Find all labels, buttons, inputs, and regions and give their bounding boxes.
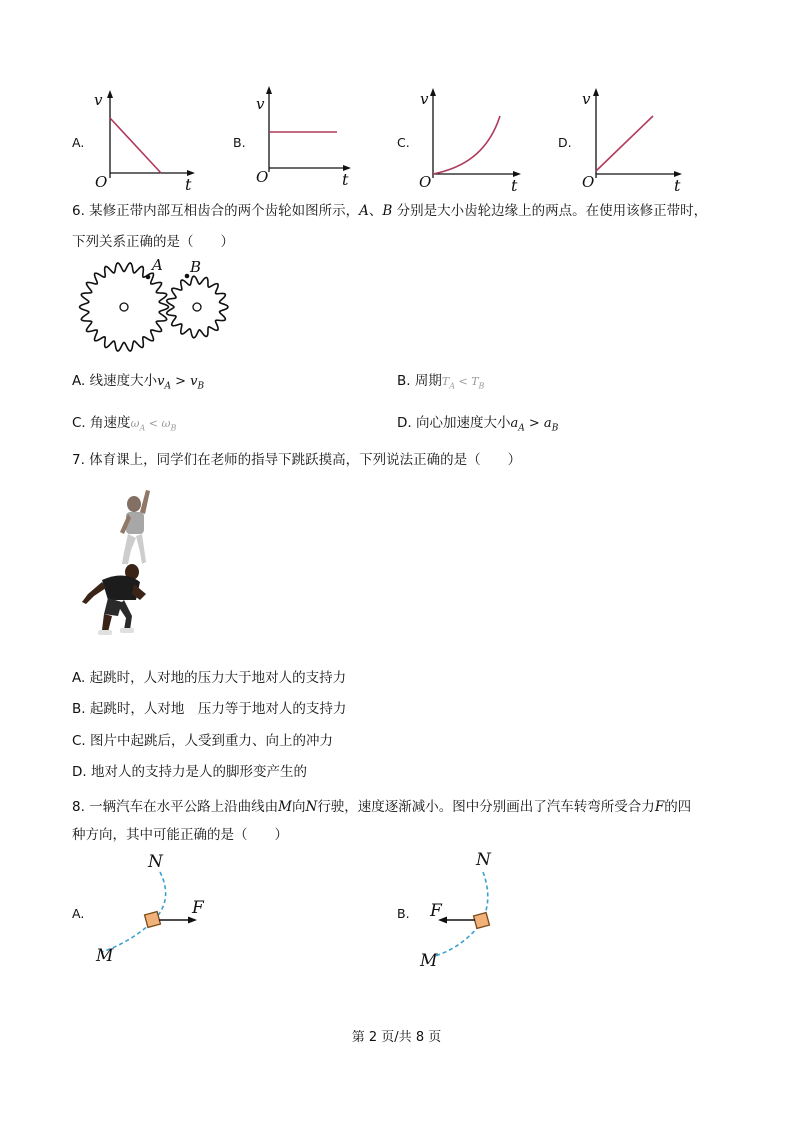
- q6-sep: 、: [368, 203, 383, 219]
- q8-stem-part3: 的四: [664, 799, 692, 815]
- q5-graph-c-t: t: [511, 176, 518, 195]
- q6-option-a[interactable]: [72, 371, 204, 397]
- q6-option-d-a2: a: [543, 416, 552, 431]
- gear-label-b: B: [190, 258, 202, 276]
- q8-fig-b-option-label: B.: [397, 906, 410, 921]
- q7-option-d[interactable]: D. 地对人的支持力是人的脚形变产生的: [72, 764, 307, 780]
- upper-jumper-figure: [120, 490, 150, 564]
- q6-option-d-text: D. 向心加速度大小: [397, 415, 511, 431]
- q5-graph-b-plot: [254, 86, 354, 186]
- small-gear-axle: [193, 303, 201, 311]
- lower-jumper-figure: [82, 564, 146, 635]
- page-footer: 第 2 页/共 8 页: [351, 1030, 442, 1045]
- q5-graph-a-t: t: [185, 175, 192, 194]
- q6-option-b-text: B. 周期: [397, 373, 442, 389]
- big-gear-axle: [120, 303, 128, 311]
- q5-graph-c-v: v: [420, 90, 429, 108]
- q8-n-ref: N: [305, 799, 318, 815]
- point-a-dot: [146, 275, 151, 280]
- q8-fig-b-f: F: [430, 901, 442, 921]
- q5-graph-d-v: v: [582, 90, 591, 108]
- q5-graph-d-t: t: [674, 176, 681, 195]
- q8-fig-a-m: M: [96, 946, 114, 966]
- gear-label-a: A: [152, 256, 163, 274]
- q6-stem-line2: 下列关系正确的是（ ）: [72, 234, 234, 250]
- q6-option-d-sub1: A: [518, 423, 525, 434]
- q6-option-c-sub1: A: [139, 423, 146, 433]
- q8-fig-a-n: N: [148, 852, 163, 872]
- q6-stem-part2: 分别是大小齿轮边缘上的两点。在使用该修正带时，: [392, 203, 708, 219]
- q6-option-c[interactable]: [72, 413, 176, 439]
- q7-option-b[interactable]: B. 起跳时，人对地 压力等于地对人的支持力: [72, 701, 347, 717]
- q5-graph-b-origin: O: [256, 168, 269, 186]
- q5-option-a-label: A.: [72, 135, 85, 150]
- q8-mid: 向: [292, 799, 306, 815]
- q6-option-d-a1: a: [510, 416, 519, 431]
- q6-option-b-t2: T: [471, 375, 479, 388]
- q5-graph-a-v: v: [94, 91, 103, 109]
- q7-option-a[interactable]: A. 起跳时，人对地的压力大于地对人的支持力: [72, 670, 347, 686]
- q8-fig-a-option-label: A.: [72, 906, 85, 921]
- q6-option-b-sub2: B: [478, 381, 485, 391]
- q6-option-a-v2: v: [190, 374, 198, 389]
- q6-option-c-w2: ω: [161, 417, 171, 430]
- q6-point-b-ref: B: [382, 203, 393, 219]
- q6-option-c-w1: ω: [130, 417, 140, 430]
- q8-fig-a-f: F: [192, 898, 204, 918]
- q6-point-a-ref: A: [359, 203, 369, 219]
- q7-option-c[interactable]: C. 图片中起跳后，人受到重力、向上的冲力: [72, 733, 334, 749]
- q6-option-a-sub1: A: [164, 381, 171, 392]
- q5-graph-a-origin: O: [95, 173, 108, 191]
- q5-option-b-label: B.: [233, 135, 246, 150]
- q5-option-c-label: C.: [397, 135, 410, 150]
- q8-fig-a-car: [145, 912, 161, 928]
- q6-option-a-v1: v: [157, 374, 165, 389]
- q6-option-a-text: A. 线速度大小: [72, 373, 158, 389]
- q5-graph-c-plot: [418, 88, 518, 188]
- q6-option-d-sub2: B: [551, 423, 559, 434]
- q5-option-d-label: D.: [558, 135, 572, 150]
- q5-graph-d-origin: O: [582, 173, 595, 191]
- q6-option-a-sub2: B: [197, 381, 205, 392]
- q6-option-a-op: >: [170, 374, 191, 389]
- q6-option-b-t1: T: [441, 375, 450, 388]
- q8-fig-b-n: N: [476, 850, 491, 870]
- q8-fig-b-car: [474, 913, 490, 929]
- point-b-dot: [185, 274, 190, 279]
- q5-graph-b-t: t: [342, 170, 349, 189]
- q8-stem-line2: 种方向，其中可能正确的是（ ）: [72, 827, 288, 843]
- q6-stem-part1: 6. 某修正带内部互相齿合的两个齿轮如图所示，: [72, 203, 360, 219]
- q8-m-ref: M: [278, 799, 292, 815]
- q8-f-ref: F: [654, 799, 665, 815]
- q6-option-d-op: >: [524, 416, 544, 431]
- q5-graph-d-plot: [581, 88, 681, 188]
- q6-option-c-op: <: [145, 417, 162, 430]
- q5-graph-c-origin: O: [419, 173, 432, 191]
- q8-fig-b-m: M: [420, 951, 438, 971]
- q6-option-b[interactable]: [397, 371, 484, 397]
- q6-option-b-op: <: [454, 375, 472, 388]
- q6-stem-line1: [72, 201, 707, 221]
- jump-photo: [74, 482, 174, 652]
- q6-option-b-sub1: A: [449, 381, 455, 391]
- q6-option-c-text: C. 角速度: [72, 415, 131, 431]
- q8-stem-part2: 行驶，速度逐渐减小。图中分别画出了汽车转弯所受合力: [317, 799, 655, 815]
- q7-stem: 7. 体育课上，同学们在老师的指导下跳跃摸高，下列说法正确的是（ ）: [72, 452, 522, 468]
- q5-graph-b-v: v: [256, 95, 265, 113]
- q8-stem-part1: 8. 一辆汽车在水平公路上沿曲线由: [72, 799, 279, 815]
- q6-option-c-sub2: B: [170, 423, 177, 433]
- q5-graph-a-plot: [95, 90, 195, 190]
- q6-option-d[interactable]: [397, 413, 558, 439]
- q8-stem-line1: [72, 797, 691, 817]
